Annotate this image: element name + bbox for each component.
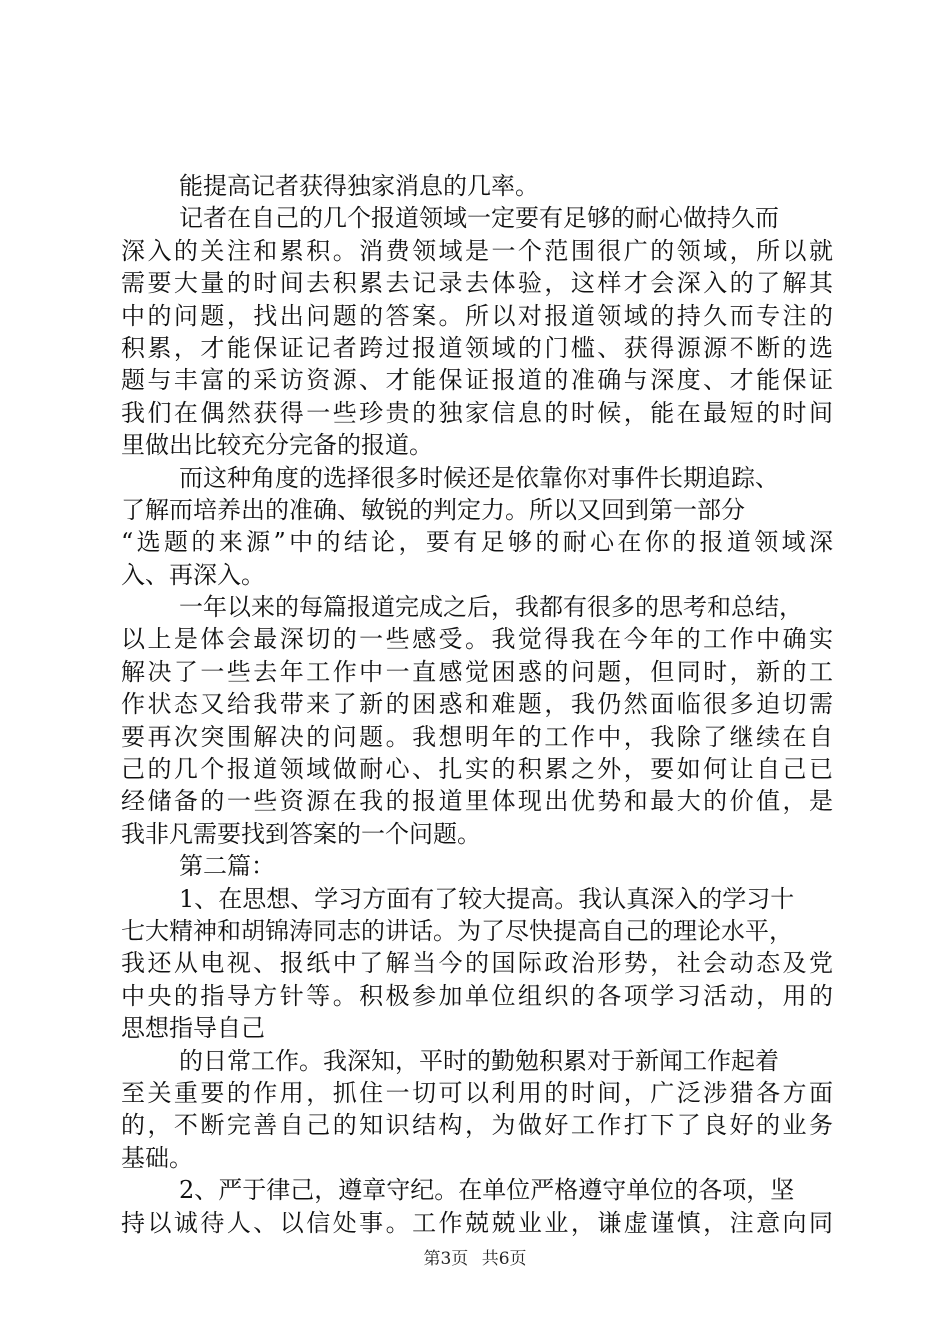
paragraph-line: 至关重要的作用，抓住一切可以利用的时间，广泛涉猎各方面 [121, 1078, 833, 1107]
paragraph-line: 以上是体会最深切的一些感受。我觉得我在今年的工作中确实 [121, 625, 833, 654]
paragraph-line: 基础。 [121, 1143, 193, 1172]
paragraph-line: 了解而培养出的准确、敏锐的判定力。所以又回到第一部分 [121, 495, 745, 524]
paragraph-line: 题与丰富的采访资源、才能保证报道的准确与深度、才能保证 [121, 366, 833, 395]
paragraph-line: 经储备的一些资源在我的报道里体现出优势和最大的价值，是 [121, 787, 833, 816]
paragraph-line: 入、再深入。 [121, 560, 265, 589]
paragraph-line: 的，不断完善自己的知识结构，为做好工作打下了良好的业务 [121, 1111, 833, 1140]
paragraph-line: 七大精神和胡锦涛同志的讲话。为了尽快提高自己的理论水平， [121, 916, 793, 945]
paragraph-line: 深入的关注和累积。消费领域是一个范围很广的领域，所以就 [121, 236, 833, 265]
paragraph-line: 需要大量的时间去积累去记录去体验，这样才会深入的了解其 [121, 269, 833, 298]
paragraph-line: 己的几个报道领域做耐心、扎实的积累之外，要如何让自己已 [121, 755, 833, 784]
paragraph-line: 一年以来的每篇报道完成之后，我都有很多的思考和总结， [179, 593, 803, 622]
paragraph-line: 持以诚待人、以信处事。工作兢兢业业，谦虚谨慎，注意向同 [121, 1208, 833, 1237]
document-body [121, 170, 833, 1239]
paragraph-line: 我还从电视、报纸中了解当今的国际政治形势，社会动态及党 [121, 949, 833, 978]
paragraph-line: 要再次突围解决的问题。我想明年的工作中，我除了继续在自 [121, 722, 833, 751]
paragraph-line: 中央的指导方针等。积极参加单位组织的各项学习活动，用的 [121, 981, 833, 1010]
paragraph-line: 解决了一些去年工作中一直感觉困惑的问题，但同时，新的工 [121, 657, 833, 686]
paragraph-line: 我们在偶然获得一些珍贵的独家信息的时候，能在最短的时间 [121, 398, 833, 427]
paragraph-line: 1、在思想、学习方面有了较大提高。我认真深入的学习十 [179, 884, 795, 913]
paragraph-line: 记者在自己的几个报道领域一定要有足够的耐心做持久而 [179, 204, 779, 233]
paragraph-line: 积累，才能保证记者跨过报道领域的门槛、获得源源不断的选 [121, 333, 833, 362]
page-number-total: 共6页 [481, 1249, 527, 1269]
paragraph-line: 2、严于律己，遵章守纪。在单位严格遵守单位的各项，坚 [179, 1176, 795, 1205]
section-heading: 第二篇： [179, 852, 275, 881]
paragraph-line: 能提高记者获得独家消息的几率。 [179, 172, 539, 200]
paragraph-line: “选题的来源”中的结论，要有足够的耐心在你的报道领域深 [121, 528, 833, 557]
paragraph-line: 我非凡需要找到答案的一个问题。 [121, 819, 481, 848]
paragraph-line: 而这种角度的选择很多时候还是依靠你对事件长期追踪、 [179, 463, 779, 492]
page-footer [0, 1244, 950, 1269]
paragraph-line: 的日常工作。我深知，平时的勤勉积累对于新闻工作起着 [179, 1046, 779, 1075]
paragraph-line: 思想指导自己 [121, 1014, 265, 1043]
paragraph-line: 里做出比较充分完备的报道。 [121, 431, 433, 460]
paragraph-line: 中的问题，找出问题的答案。所以对报道领域的持久而专注的 [121, 301, 833, 330]
paragraph-line: 作状态又给我带来了新的困惑和难题，我仍然面临很多迫切需 [121, 690, 833, 719]
page-number-current: 第3页 [423, 1249, 469, 1269]
